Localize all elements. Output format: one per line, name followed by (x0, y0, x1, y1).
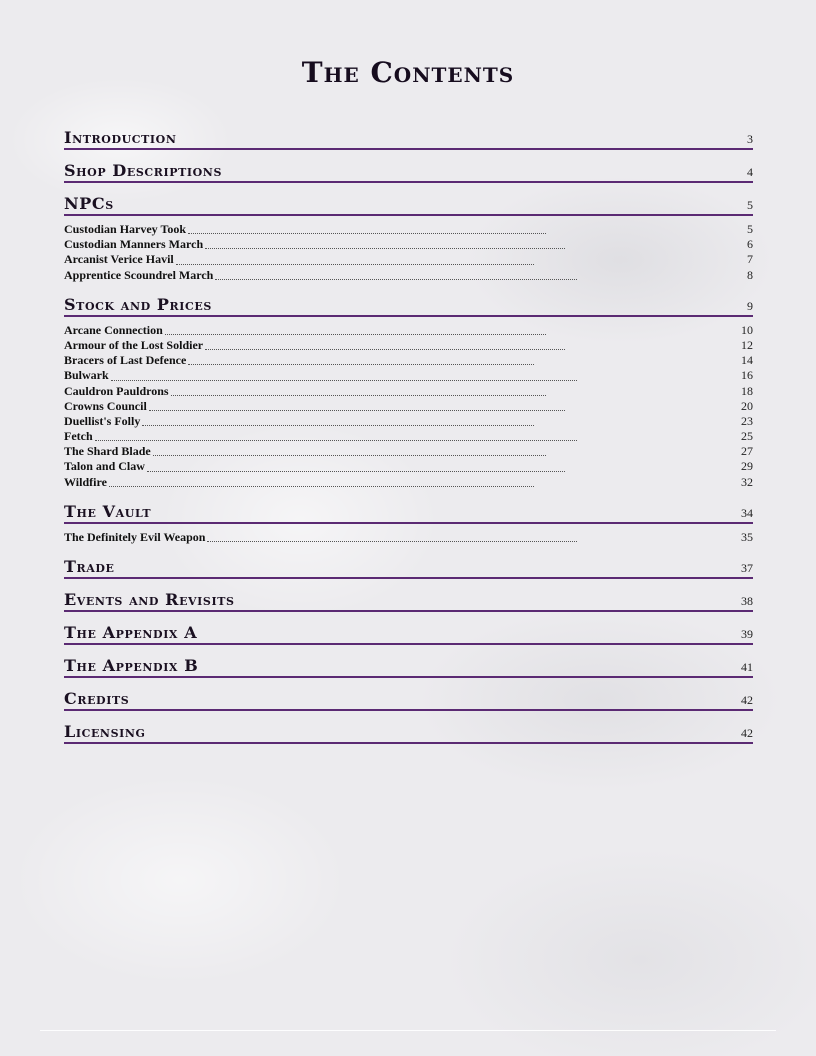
toc-section (64, 500, 753, 545)
toc-section (64, 621, 753, 645)
toc-entry-page-number: 12 (741, 337, 753, 352)
toc-section-title: Shop Descriptions (64, 161, 222, 180)
toc-section-heading[interactable] (64, 588, 753, 612)
toc-entry[interactable] (64, 399, 753, 414)
dot-leader (176, 264, 534, 265)
toc-entry[interactable] (64, 338, 753, 353)
toc-entry[interactable] (64, 459, 753, 474)
toc-entry-page-number: 6 (747, 237, 753, 252)
toc-section-heading[interactable] (64, 293, 753, 317)
toc-section (64, 192, 753, 283)
toc-section-page-number: 5 (747, 198, 753, 212)
toc-entry-label: Custodian Manners March (64, 237, 204, 252)
toc-section-heading[interactable] (64, 126, 753, 150)
toc-entry-page-number: 18 (741, 383, 753, 398)
toc-entry-label: Bulwark (64, 368, 109, 383)
toc-section-page-number: 34 (741, 505, 753, 520)
toc-entry[interactable] (64, 444, 753, 459)
toc-entry-page-number: 14 (741, 353, 753, 368)
toc-entry-page-number: 16 (741, 368, 753, 383)
dot-leader (165, 334, 546, 335)
toc-section-page-number: 42 (741, 693, 753, 707)
toc-entry-page-number: 35 (741, 529, 753, 544)
toc-entry[interactable] (64, 237, 753, 252)
toc-section (64, 159, 753, 183)
toc-section-title: The Vault (64, 501, 152, 521)
toc-entry-label: Armour of the Lost Soldier (64, 337, 204, 352)
toc-entry[interactable] (64, 429, 753, 444)
toc-section-page-number: 38 (741, 594, 753, 608)
dot-leader (207, 541, 577, 542)
toc-entry-label: Arcane Connection (64, 322, 163, 337)
dot-leader (149, 410, 565, 411)
toc-section (64, 293, 753, 490)
toc-entry[interactable] (64, 268, 753, 283)
toc-section-heading[interactable] (64, 720, 753, 744)
toc-entry[interactable] (64, 323, 753, 338)
dot-leader (188, 364, 534, 365)
dot-leader (171, 395, 546, 396)
toc-section-page-number: 39 (741, 627, 753, 641)
toc-entry-list (64, 222, 753, 283)
toc-section (64, 687, 753, 711)
toc-section-title: Licensing (64, 722, 146, 741)
toc-section (64, 654, 753, 678)
toc-section-title: Trade (64, 557, 115, 576)
dot-leader (215, 279, 577, 280)
toc-entry-list (64, 530, 753, 545)
toc-entry-label: Duellist's Folly (64, 413, 141, 428)
dot-leader (205, 248, 565, 249)
toc-section-page-number: 4 (747, 165, 753, 179)
toc-section-heading[interactable] (64, 500, 753, 524)
toc-section (64, 126, 753, 150)
toc-section-page-number: 41 (741, 660, 753, 674)
dot-leader (205, 349, 565, 350)
toc-entry-page-number: 5 (747, 222, 753, 236)
toc-entry-label: The Shard Blade (64, 444, 151, 459)
dot-leader (153, 455, 546, 456)
toc-section-page-number: 42 (741, 726, 753, 740)
toc-entry-label: Bracers of Last Defence (64, 353, 187, 368)
dot-leader (147, 471, 565, 472)
toc-entry-label: Talon and Claw (64, 459, 145, 474)
page-footer-divider (40, 1030, 776, 1031)
toc-section-title: Credits (64, 689, 130, 708)
toc-section-heading[interactable] (64, 621, 753, 645)
toc-entry[interactable] (64, 222, 753, 237)
toc-entry[interactable] (64, 530, 753, 545)
page-title: The Contents (301, 56, 515, 89)
dot-leader (188, 233, 546, 234)
toc-entry-label: Cauldron Pauldrons (64, 383, 169, 398)
toc-entry-label: Fetch (64, 429, 93, 444)
toc-section (64, 588, 753, 612)
toc-entry-page-number: 7 (747, 252, 753, 267)
toc-section-title: Introduction (64, 128, 177, 147)
dot-leader (95, 440, 577, 441)
toc-entry-page-number: 20 (741, 398, 753, 413)
dot-leader (109, 486, 534, 487)
toc-entry-page-number: 10 (741, 322, 753, 337)
table-of-contents (64, 126, 753, 753)
toc-entry-page-number: 32 (741, 474, 753, 489)
toc-entry-page-number: 29 (741, 459, 753, 474)
toc-section-title: NPCs (64, 194, 114, 213)
toc-section-title: Stock and Prices (64, 294, 212, 314)
toc-section-heading[interactable] (64, 159, 753, 183)
toc-section-heading[interactable] (64, 192, 753, 216)
toc-section-page-number: 9 (747, 298, 753, 313)
toc-entry[interactable] (64, 368, 753, 383)
toc-entry-page-number: 8 (747, 267, 753, 282)
toc-section-heading[interactable] (64, 555, 753, 579)
toc-section-title: The Appendix B (64, 656, 199, 675)
toc-section-heading[interactable] (64, 687, 753, 711)
toc-entry-label: Wildfire (64, 474, 107, 489)
toc-section-title: The Appendix A (64, 623, 198, 642)
toc-section-page-number: 37 (741, 561, 753, 575)
toc-entry-page-number: 27 (741, 444, 753, 459)
toc-entry[interactable] (64, 475, 753, 490)
dot-leader (111, 380, 577, 381)
toc-entry[interactable] (64, 384, 753, 399)
toc-entry[interactable] (64, 414, 753, 429)
toc-entry[interactable] (64, 252, 753, 267)
toc-entry-label: Arcanist Verice Havil (64, 252, 174, 267)
dot-leader (142, 425, 534, 426)
toc-entry-list (64, 323, 753, 490)
toc-section (64, 555, 753, 579)
toc-section-title: Events and Revisits (64, 590, 235, 609)
toc-entry-label: Crowns Council (64, 398, 147, 413)
toc-section-page-number: 3 (747, 132, 753, 146)
toc-entry-label: Custodian Harvey Took (64, 222, 187, 236)
toc-entry-label: Apprentice Scoundrel March (64, 267, 214, 282)
toc-section (64, 720, 753, 744)
toc-entry-label: The Definitely Evil Weapon (64, 529, 206, 544)
toc-entry-page-number: 23 (741, 413, 753, 428)
toc-section-heading[interactable] (64, 654, 753, 678)
toc-entry-page-number: 25 (741, 429, 753, 444)
toc-entry[interactable] (64, 353, 753, 368)
